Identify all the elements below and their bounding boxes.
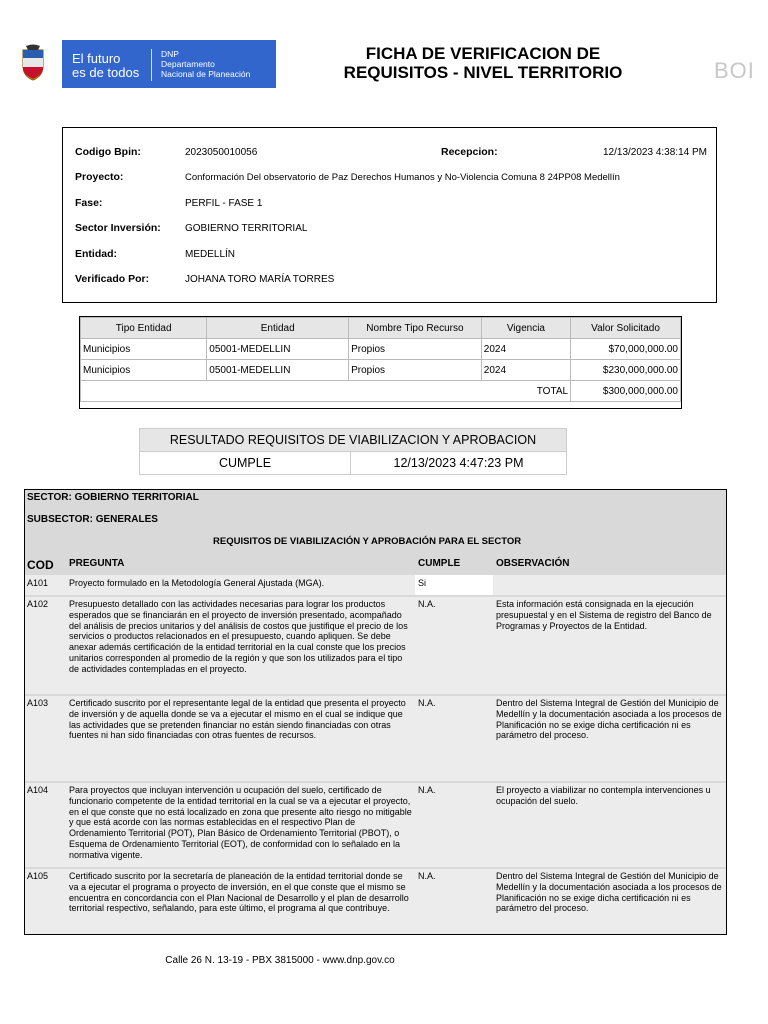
- dnp-brand-logo: [62, 40, 276, 88]
- requirement-row: [25, 597, 726, 694]
- recepcion-value: 12/13/2023 4:38:14 PM: [603, 147, 707, 158]
- table-row: [81, 360, 681, 381]
- requirement-cumple: N.A.: [418, 698, 436, 708]
- project-info-box: [62, 127, 717, 303]
- table-cell: Propios: [349, 339, 482, 360]
- requirements-section: [24, 489, 727, 935]
- table-cell: 2024: [481, 339, 570, 360]
- codigo-value: 2023050010056: [185, 147, 258, 158]
- result-datetime: 12/13/2023 4:47:23 PM: [351, 452, 567, 475]
- requirement-observation: Dentro del Sistema Integral de Gestión del Municipio de Medellín y la documentación asociada a los procesos de Planificación no se exige dicha certificación ni es parámetro del proceso.: [496, 871, 722, 914]
- requirement-question: Certificado suscrito por la secretaría de planeación de la entidad territorial donde se va a ejecutar el programa o proyecto de inversión, en el que conste que el mismo se encuentra en concordancia con el Plan Nacional de Desarrollo y el plan de desarrollo territorial respectivo, señalando, para este último, el programa al que contribuye.: [69, 871, 409, 914]
- entity-funding-table: [80, 317, 681, 402]
- requirement-cumple: N.A.: [418, 599, 436, 609]
- sector-label: Sector Inversión:: [75, 222, 161, 234]
- table-row: [81, 339, 681, 360]
- fase-value: PERFIL - FASE 1: [185, 198, 263, 209]
- table-cell: $70,000,000.00: [571, 339, 681, 360]
- proyecto-value: Conformación Del observatorio de Paz Derechos Humanos y No-Violencia Comuna 8 24PP08 Medellín: [185, 172, 620, 183]
- col-cumple-header: CUMPLE: [418, 558, 461, 569]
- requirement-row: [25, 869, 726, 934]
- requirement-code: A104: [27, 785, 49, 795]
- requirement-row: [25, 575, 726, 595]
- result-header-row: [140, 429, 567, 452]
- requirement-code: A103: [27, 698, 49, 708]
- brand-divider: [151, 49, 152, 81]
- brand-departamento: Departamento: [161, 59, 215, 69]
- requirement-question: Certificado suscrito por el representante legal de la entidad que presenta el proyecto de inversión y de aquella donde se va a ejecutar el mismo en el cual se indique que las actividades que se pretenden financiar no están siendo financiadas con otras fuentes ni han sido financiadas con otras fuentes de recursos.: [69, 698, 406, 741]
- codigo-label: Codigo Bpin:: [75, 146, 141, 158]
- col-pregunta-header: PREGUNTA: [69, 558, 125, 569]
- requirement-code: A102: [27, 599, 49, 609]
- entidad-label: Entidad:: [75, 248, 117, 260]
- requirement-code: A101: [27, 578, 49, 588]
- requirement-observation: Esta información está consignada en la ejecución presupuestal y en el Sistema de registro del Banco de Programas y Proyectos de la Entidad.: [496, 599, 712, 631]
- col-header: Tipo Entidad: [81, 318, 207, 339]
- verificado-value: JOHANA TORO MARÍA TORRES: [185, 274, 335, 285]
- proyecto-label: Proyecto:: [75, 171, 124, 183]
- table-cell: Propios: [349, 360, 482, 381]
- result-table: [139, 428, 567, 475]
- requirement-question: Proyecto formulado en la Metodología General Ajustada (MGA).: [69, 578, 325, 588]
- cumple-cell: [415, 575, 493, 595]
- table-cell: 05001-MEDELLIN: [207, 339, 349, 360]
- table-cell: Municipios: [81, 360, 207, 381]
- recepcion-label: Recepcion:: [441, 146, 498, 158]
- side-watermark-text: BOI: [714, 58, 755, 83]
- requirement-code: A105: [27, 871, 49, 881]
- col-header: Nombre Tipo Recurso: [349, 318, 482, 339]
- brand-slogan-line1: El futuro: [72, 51, 121, 66]
- brand-slogan-line2: es de todos: [72, 65, 140, 80]
- colombia-coat-of-arms-icon: [20, 44, 46, 82]
- requirement-question: Presupuesto detallado con las actividades necesarias para lograr los productos esperados que se financiarán en el proyecto de inversión presentado, acompañado del análisis de precios unitarios y del análisis de costos que justifique el precio de los servicios o productos relacionados en el presupuesto, cuando apliquen. Se debe anexar además certificación de la entidad territorial en la cual conste que los precios unitarios corresponden al promedio de la región y que son los utilizados para el tipo de actividades contempladas en el proyecto.: [69, 599, 408, 674]
- col-header: Entidad: [207, 318, 349, 339]
- requirement-row: [25, 783, 726, 867]
- table-cell: Municipios: [81, 339, 207, 360]
- result-row: [140, 452, 567, 475]
- result-header: RESULTADO REQUISITOS DE VIABILIZACION Y APROBACION: [140, 429, 567, 452]
- requirement-cumple: Si: [418, 578, 427, 588]
- verificado-label: Verificado Por:: [75, 273, 150, 285]
- col-cod-header: COD: [27, 558, 54, 572]
- brand-dnp: DNP: [161, 49, 179, 59]
- requirement-observation: Dentro del Sistema Integral de Gestión del Municipio de Medellín y la documentación asociada a los procesos de Planificación no se exige dicha certificación ni es parámetro del proceso.: [496, 698, 722, 741]
- table-total-row: [81, 381, 681, 402]
- requirement-question: Para proyectos que incluyan intervención u ocupación del suelo, certificado de funcionario competente de la entidad territorial en la cual se va a ejecutar el proyecto, en el que conste que no está localizado en zona que presente alto riesgo no mitigable y que está acorde con las normas establecidas en el respectivo Plan de Ordenamiento Territorial (POT), Plan Básico de Ordenamiento Territorial (PBOT), o Esquema de Ordenamiento Territorial (EOT), de conformidad con lo señalado en la normativa vigente.: [69, 785, 412, 860]
- page-title-line1: FICHA DE VERIFICACION DE: [365, 44, 601, 63]
- result-status: CUMPLE: [140, 452, 351, 475]
- col-header: Valor Solicitado: [571, 318, 681, 339]
- entidad-value: MEDELLÍN: [185, 249, 236, 260]
- page-title-line2: REQUISITOS - NIVEL TERRITORIO: [343, 63, 623, 82]
- subsector-heading: SUBSECTOR: GENERALES: [27, 514, 158, 525]
- requirement-cumple: N.A.: [418, 871, 436, 881]
- table-cell: 05001-MEDELLIN: [207, 360, 349, 381]
- section-title: REQUISITOS DE VIABILIZACIÓN Y APROBACIÓN PARA EL SECTOR: [213, 536, 522, 547]
- total-label: TOTAL: [81, 381, 571, 402]
- col-observacion-header: OBSERVACIÓN: [496, 558, 570, 569]
- sector-value: GOBIERNO TERRITORIAL: [185, 223, 308, 234]
- fase-label: Fase:: [75, 197, 103, 209]
- requirement-observation: El proyecto a viabilizar no contempla intervenciones u ocupación del suelo.: [496, 785, 711, 806]
- table-cell: 2024: [481, 360, 570, 381]
- table-cell: $230,000,000.00: [571, 360, 681, 381]
- requirement-cumple: N.A.: [418, 785, 436, 795]
- page-title: [318, 44, 648, 82]
- footer-address: Calle 26 N. 13-19 - PBX 3815000 - www.dnp.gov.co: [165, 955, 395, 966]
- col-header: Vigencia: [481, 318, 570, 339]
- requirement-row: [25, 696, 726, 781]
- total-value: $300,000,000.00: [571, 381, 681, 402]
- brand-nacional: Nacional de Planeación: [161, 69, 251, 79]
- table-header-row: [81, 318, 681, 339]
- sector-heading: SECTOR: GOBIERNO TERRITORIAL: [27, 492, 199, 503]
